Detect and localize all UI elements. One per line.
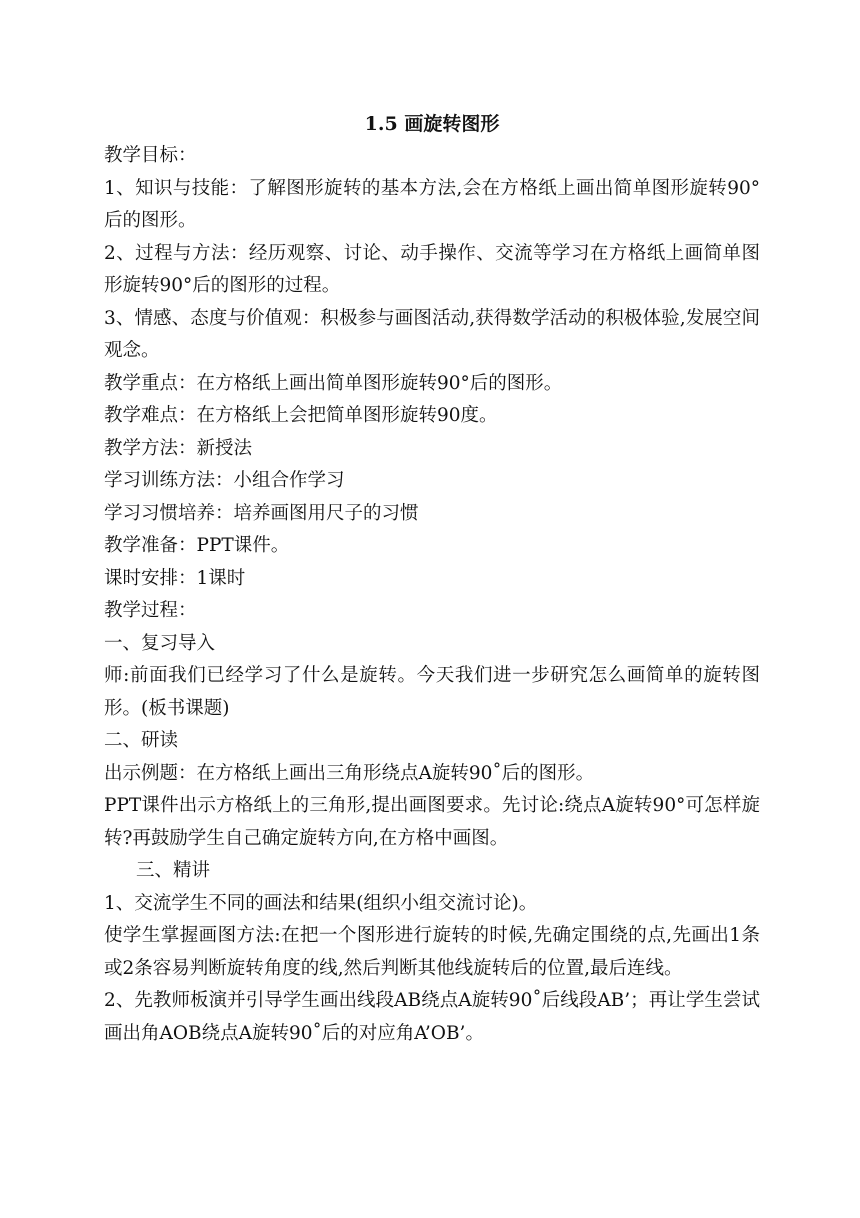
key-point: 教学重点：在方格纸上画出简单图形旋转90°后的图形。 — [104, 372, 563, 394]
section-explain-heading: 三、精讲 — [136, 860, 211, 881]
habit-cultivation: 学习习惯培养：培养画图用尺子的习惯 — [104, 502, 419, 524]
teaching-method: 教学方法：新授法 — [104, 437, 253, 459]
section-review-heading: 一、复习导入 — [104, 632, 216, 654]
document-title: 1.5 画旋转图形 — [364, 113, 500, 135]
difficult-point: 教学难点：在方格纸上会把简单图形旋转90度。 — [104, 405, 498, 426]
document-page — [104, 108, 760, 1050]
learning-method: 学习训练方法：小组合作学习 — [104, 470, 345, 491]
example-paragraph: 出示例题：在方格纸上画出三角形绕点A旋转90˚后的图形。 — [104, 762, 595, 784]
section-study-heading: 二、研读 — [104, 730, 179, 751]
objectives-heading: 教学目标： — [104, 145, 197, 166]
process-heading: 教学过程： — [104, 600, 197, 621]
demonstration-paragraph: 2、先教师板演并引导学生画出线段AB绕点A旋转90˚后线段AB’；再让学生尝试画出角AOB绕点A旋转90˚后的对应角A’OB’。 — [104, 990, 760, 1044]
review-paragraph: 师:前面我们已经学习了什么是旋转。今天我们进一步研究怎么画简单的旋转图形。(板书课题) — [104, 665, 760, 719]
objective-attitude: 3、情感、态度与价值观：积极参与画图活动,获得数学活动的积极体验,发展空间观念。 — [104, 307, 760, 361]
preparation: 教学准备：PPT课件。 — [104, 535, 290, 556]
schedule: 课时安排：1课时 — [104, 567, 246, 589]
exchange-paragraph: 1、交流学生不同的画法和结果(组织小组交流讨论)。 — [104, 892, 538, 914]
objective-process: 2、过程与方法：经历观察、讨论、动手操作、交流等学习在方格纸上画简单图形旋转90°后的图形的过程。 — [104, 242, 760, 296]
objective-knowledge: 1、知识与技能：了解图形旋转的基本方法,会在方格纸上画出简单图形旋转90°后的图形。 — [104, 177, 760, 231]
method-paragraph: 使学生掌握画图方法:在把一个图形进行旋转的时候,先确定围绕的点,先画出1条或2条容易判断旋转角度的线,然后判断其他线旋转后的位置,最后连线。 — [104, 925, 760, 979]
ppt-paragraph: PPT课件出示方格纸上的三角形,提出画图要求。先讨论:绕点A旋转90°可怎样旋转?再鼓励学生自己确定旋转方向,在方格中画图。 — [104, 795, 760, 849]
